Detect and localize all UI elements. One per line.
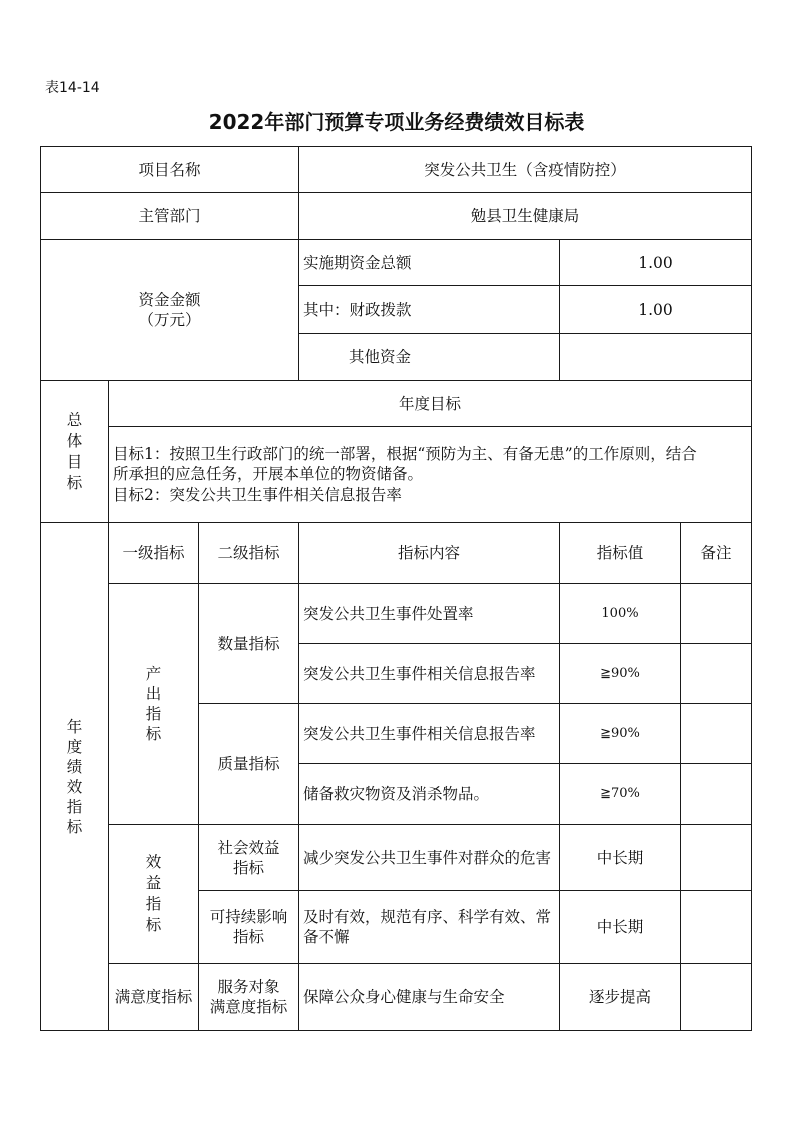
funding-total-label: 实施期资金总额 <box>299 240 560 286</box>
table-number: 表14-14 <box>45 80 100 96</box>
project-label: 项目名称 <box>41 147 299 193</box>
indicator-content: 保障公众身心健康与生命安全 <box>299 964 560 1031</box>
indicator-header-row <box>41 523 752 584</box>
indicator-content: 突发公共卫生事件相关信息报告率 <box>299 644 560 704</box>
indicator-content: 减少突发公共卫生事件对群众的危害 <box>299 825 560 891</box>
project-row <box>41 147 752 193</box>
overall-goal-label-cell <box>41 381 109 523</box>
level1-label: 满意度指标 <box>109 964 199 1031</box>
goal-item: 目标1：按照卫生行政部门的统一部署，根据“预防为主、有备无患”的工作原则，结合所承担的应急任务，开展本单位的物资储备。 <box>113 444 697 484</box>
department-value: 勉县卫生健康局 <box>299 193 752 240</box>
level2-label: 服务对象 满意度指标 <box>199 964 299 1031</box>
level2-label: 可持续影响 指标 <box>199 891 299 964</box>
goal-item: 目标2：突发公共卫生事件相关信息报告率 <box>113 485 402 504</box>
funding-fiscal-value: 1.00 <box>560 286 752 334</box>
indicator-remark <box>681 825 752 891</box>
indicator-content: 储备救灾物资及消杀物品。 <box>299 764 560 825</box>
performance-target-table <box>40 146 752 1031</box>
table-row <box>41 584 752 644</box>
funding-other-label: 其他资金 <box>299 334 560 381</box>
annual-goal-header: 年度目标 <box>109 381 752 427</box>
header-content: 指标内容 <box>299 523 560 584</box>
indicator-content: 及时有效，规范有序、科学有效、常备不懈 <box>299 891 560 964</box>
overall-goal-label: 总体目标 <box>66 410 83 492</box>
header-value: 指标值 <box>560 523 681 584</box>
indicator-content: 突发公共卫生事件相关信息报告率 <box>299 704 560 764</box>
level1-label: 效益指标 <box>145 853 162 934</box>
header-level1: 一级指标 <box>109 523 199 584</box>
overall-goal-text-row <box>41 427 752 523</box>
table-row <box>41 964 752 1031</box>
funding-total-value: 1.00 <box>560 240 752 286</box>
level1-label: 产出指标 <box>145 665 162 743</box>
department-label: 主管部门 <box>41 193 299 240</box>
indicators-label: 年度绩效指标 <box>66 717 83 836</box>
indicator-content: 突发公共卫生事件处置率 <box>299 584 560 644</box>
funding-fiscal-label: 其中：财政拨款 <box>299 286 560 334</box>
level2-label: 质量指标 <box>199 704 299 825</box>
indicator-value: 中长期 <box>560 825 681 891</box>
indicator-remark <box>681 964 752 1031</box>
indicator-remark <box>681 764 752 825</box>
indicator-value: 100% <box>560 584 681 644</box>
indicator-value: 逐步提高 <box>560 964 681 1031</box>
header-remark: 备注 <box>681 523 752 584</box>
level1-cell <box>109 584 199 825</box>
funding-row <box>41 240 752 286</box>
page-title: 2022年部门预算专项业务经费绩效目标表 <box>208 110 585 134</box>
department-row <box>41 193 752 240</box>
indicator-value: 中长期 <box>560 891 681 964</box>
indicator-remark <box>681 584 752 644</box>
indicator-remark <box>681 704 752 764</box>
project-value: 突发公共卫生（含疫情防控） <box>299 147 752 193</box>
level1-cell <box>109 825 199 964</box>
level2-label: 数量指标 <box>199 584 299 704</box>
indicators-label-cell <box>41 523 109 1031</box>
funding-other-value <box>560 334 752 381</box>
level2-label: 社会效益 指标 <box>199 825 299 891</box>
table-row <box>41 825 752 891</box>
funding-label: 资金金额 （万元） <box>41 240 299 381</box>
indicator-value: ≧70% <box>560 764 681 825</box>
indicator-remark <box>681 644 752 704</box>
indicator-remark <box>681 891 752 964</box>
annual-goal-text <box>109 427 752 523</box>
overall-goal-header-row <box>41 381 752 427</box>
header-level2: 二级指标 <box>199 523 299 584</box>
indicator-value: ≧90% <box>560 644 681 704</box>
indicator-value: ≧90% <box>560 704 681 764</box>
